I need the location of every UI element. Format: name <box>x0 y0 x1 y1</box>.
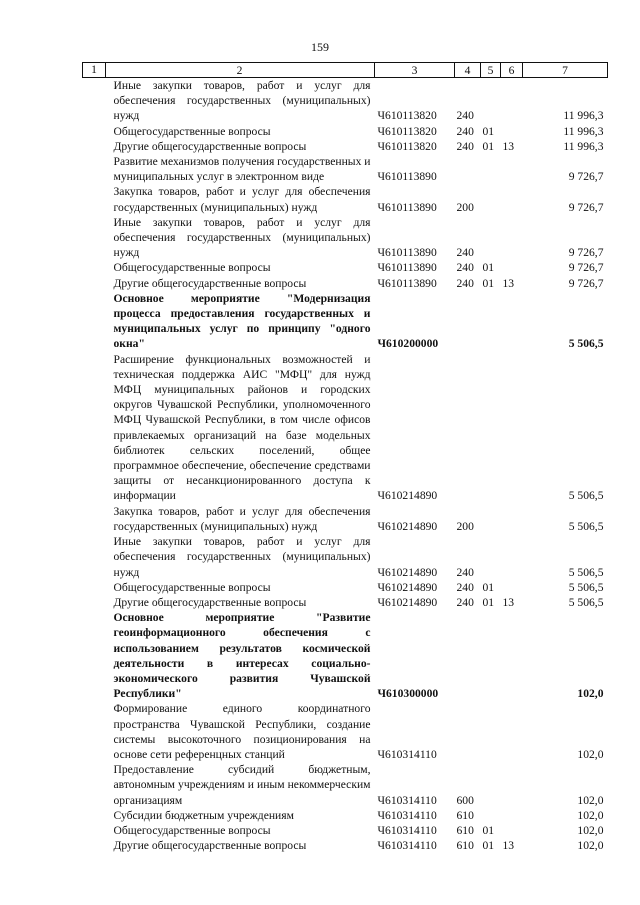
row-expense-type <box>455 291 481 352</box>
row-name: Иные закупки товаров, работ и услуг для обеспечения государственных (муниципальных) нужд <box>113 215 371 260</box>
table-row <box>83 184 608 214</box>
row-name: Расширение функциональных возможностей и техническая поддержка АИС "МФЦ" для нужд МФЦ муниципальных районов и городских округов Чувашской Республики, уполномоченного МФЦ Чувашской Республики, в том числе офисов привлекаемых организаций на базе модельных библиотек сельских поселений, общее программное обеспечение, обеспечение средствами защиты от несанкционированного доступа к информации <box>113 352 371 503</box>
row-target-code: Ч610214890 <box>377 595 438 609</box>
row-subsection <box>501 291 523 352</box>
row-amount: 102,0 <box>577 747 604 761</box>
row-subsection <box>501 762 523 808</box>
row-target-code: Ч610113890 <box>377 261 437 275</box>
row-name: Иные закупки товаров, работ и услуг для обеспечения государственных (муниципальных) нужд <box>113 79 371 123</box>
row-name: Закупка товаров, работ и услуг для обеспечения государственных (муниципальных) нужд <box>113 504 371 533</box>
row-expense-type: 240 <box>456 565 474 579</box>
row-expense-type: 240 <box>456 276 474 290</box>
row-expense-type: 240 <box>456 261 474 275</box>
row-subsection <box>501 260 523 275</box>
row-expense-type: 240 <box>456 580 474 594</box>
row-amount: 5 506,5 <box>568 489 604 503</box>
row-target-code: Ч610300000 <box>377 687 439 701</box>
row-subsection <box>501 610 523 701</box>
row-target-code: Ч610200000 <box>377 337 439 351</box>
row-amount: 11 996,3 <box>563 139 604 153</box>
table-row <box>83 838 608 853</box>
row-amount: 5 506,5 <box>568 565 604 579</box>
table-row <box>83 260 608 275</box>
header-col-6: 6 <box>501 63 523 78</box>
row-expense-type: 240 <box>456 124 474 138</box>
header-row <box>83 63 608 78</box>
row-amount: 9 726,7 <box>568 246 604 260</box>
row-subsection <box>501 124 523 139</box>
row-name: Развитие механизмов получения государственных и муниципальных услуг в электронном виде <box>113 155 371 184</box>
page-number: 159 <box>311 40 329 54</box>
row-name: Формирование единого координатного пространства Чувашской Республики, создание системы высокоточного позиционирования на основе сети референцных станций <box>113 702 371 761</box>
row-target-code: Ч610314110 <box>377 808 437 822</box>
row-name: Другие общегосударственные вопросы <box>113 139 307 153</box>
row-subsection: 13 <box>502 595 515 609</box>
header-col-5: 5 <box>481 63 501 78</box>
row-amount: 5 506,5 <box>568 337 604 351</box>
row-name: Основное мероприятие "Развитие геоинформационного обеспечения с использованием результатов космической деятельности в интересах социально-экономического развития Чувашской Республики" <box>113 611 371 701</box>
header-col-2-label: 2 <box>236 63 243 77</box>
row-amount: 102,0 <box>577 839 604 853</box>
row-section <box>481 701 501 762</box>
row-target-code: Ч610113890 <box>377 170 437 184</box>
row-expense-type <box>455 352 481 504</box>
table-row <box>83 701 608 762</box>
row-amount: 11 996,3 <box>563 124 604 138</box>
row-name: Общегосударственные вопросы <box>113 124 271 138</box>
table-row <box>83 291 608 352</box>
row-section <box>481 762 501 808</box>
table-row <box>83 352 608 504</box>
row-target-code: Ч610214890 <box>377 489 438 503</box>
row-section <box>481 154 501 184</box>
row-amount: 102,0 <box>577 793 604 807</box>
row-section <box>481 534 501 580</box>
row-target-code: Ч610113890 <box>377 200 437 214</box>
table-row <box>83 823 608 838</box>
row-expense-type: 610 <box>456 839 474 853</box>
table-row <box>83 154 608 184</box>
row-section: 01 <box>482 124 495 138</box>
row-subsection <box>501 504 523 534</box>
row-name: Другие общегосударственные вопросы <box>113 839 307 853</box>
row-section <box>481 504 501 534</box>
header-col-4: 4 <box>455 63 481 78</box>
row-section <box>481 610 501 701</box>
header-col-1-label: 1 <box>83 63 106 77</box>
row-target-code: Ч610214890 <box>377 565 438 579</box>
row-expense-type: 240 <box>456 595 474 609</box>
row-section: 01 <box>482 580 495 594</box>
row-subsection: 13 <box>502 839 515 853</box>
row-expense-type: 600 <box>456 793 474 807</box>
table-row <box>83 595 608 610</box>
row-name: Другие общегосударственные вопросы <box>113 276 307 290</box>
row-target-code: Ч610113890 <box>377 246 437 260</box>
row-amount: 9 726,7 <box>568 200 604 214</box>
table-row <box>83 504 608 534</box>
header-col-3: 3 <box>375 63 455 78</box>
row-amount: 9 726,7 <box>568 276 604 290</box>
row-target-code: Ч610214890 <box>377 580 438 594</box>
row-subsection <box>501 534 523 580</box>
row-subsection <box>501 215 523 261</box>
row-amount: 9 726,7 <box>568 170 604 184</box>
row-target-code: Ч610113820 <box>377 109 437 123</box>
table-row <box>83 580 608 595</box>
row-target-code: Ч610113820 <box>377 124 437 138</box>
row-expense-type <box>455 154 481 184</box>
row-expense-type: 240 <box>456 109 474 123</box>
table-row <box>83 610 608 701</box>
row-subsection: 13 <box>502 139 515 153</box>
row-amount: 5 506,5 <box>568 580 604 594</box>
row-subsection <box>501 823 523 838</box>
row-subsection <box>501 580 523 595</box>
row-name: Общегосударственные вопросы <box>113 823 271 837</box>
row-section <box>481 184 501 214</box>
row-subsection: 13 <box>502 276 515 290</box>
table-body <box>83 78 608 854</box>
table-row <box>83 215 608 261</box>
row-section <box>481 291 501 352</box>
row-name: Другие общегосударственные вопросы <box>113 595 307 609</box>
row-name: Основное мероприятие "Модернизация процесса предоставления государственных и муниципальных услуг по принципу "одного окна" <box>113 291 371 351</box>
row-section: 01 <box>482 839 495 853</box>
row-name: Предоставление субсидий бюджетным, автономным учреждениям и иным некоммерческим организациям <box>113 763 371 807</box>
budget-table <box>82 62 608 853</box>
header-col-7: 7 <box>523 63 608 78</box>
row-target-code: Ч610113820 <box>377 139 437 153</box>
row-subsection <box>501 808 523 823</box>
row-expense-type <box>455 610 481 701</box>
row-subsection <box>501 78 523 124</box>
row-section <box>481 808 501 823</box>
row-section <box>481 215 501 261</box>
table-row <box>83 762 608 808</box>
row-section <box>481 352 501 504</box>
row-name: Общегосударственные вопросы <box>113 580 271 594</box>
row-amount: 102,0 <box>577 808 604 822</box>
row-amount: 11 996,3 <box>563 109 604 123</box>
table-row <box>83 808 608 823</box>
row-expense-type: 200 <box>456 200 474 214</box>
row-subsection <box>501 701 523 762</box>
table-row <box>83 124 608 139</box>
header-col-1 <box>83 63 375 78</box>
row-target-code: Ч610314110 <box>377 823 437 837</box>
row-subsection <box>501 154 523 184</box>
row-section: 01 <box>482 261 495 275</box>
row-section: 01 <box>482 823 495 837</box>
row-amount: 102,0 <box>577 823 604 837</box>
row-amount: 102,0 <box>577 687 604 701</box>
table-header <box>83 63 608 78</box>
row-expense-type: 610 <box>456 808 474 822</box>
row-section: 01 <box>482 595 495 609</box>
table-row <box>83 276 608 291</box>
row-expense-type: 200 <box>456 519 474 533</box>
row-expense-type: 240 <box>456 139 474 153</box>
table-row <box>83 78 608 124</box>
row-section: 01 <box>482 276 495 290</box>
row-name: Иные закупки товаров, работ и услуг для обеспечения государственных (муниципальных) нужд <box>113 535 371 579</box>
row-target-code: Ч610314110 <box>377 793 437 807</box>
row-name: Закупка товаров, работ и услуг для обеспечения государственных (муниципальных) нужд <box>113 185 371 214</box>
row-subsection <box>501 352 523 504</box>
row-target-code: Ч610214890 <box>377 519 438 533</box>
row-target-code: Ч610314110 <box>377 839 437 853</box>
row-amount: 9 726,7 <box>568 261 604 275</box>
row-name: Общегосударственные вопросы <box>113 261 271 275</box>
row-target-code: Ч610314110 <box>377 747 437 761</box>
row-section: 01 <box>482 139 495 153</box>
row-amount: 5 506,5 <box>568 595 604 609</box>
row-expense-type <box>455 701 481 762</box>
table-row <box>83 139 608 154</box>
row-amount: 5 506,5 <box>568 519 604 533</box>
row-section <box>481 78 501 124</box>
row-expense-type: 610 <box>456 823 474 837</box>
row-expense-type: 240 <box>456 246 474 260</box>
row-subsection <box>501 184 523 214</box>
row-name: Субсидии бюджетным учреждениям <box>113 808 294 822</box>
table-row <box>83 534 608 580</box>
row-target-code: Ч610113890 <box>377 276 437 290</box>
